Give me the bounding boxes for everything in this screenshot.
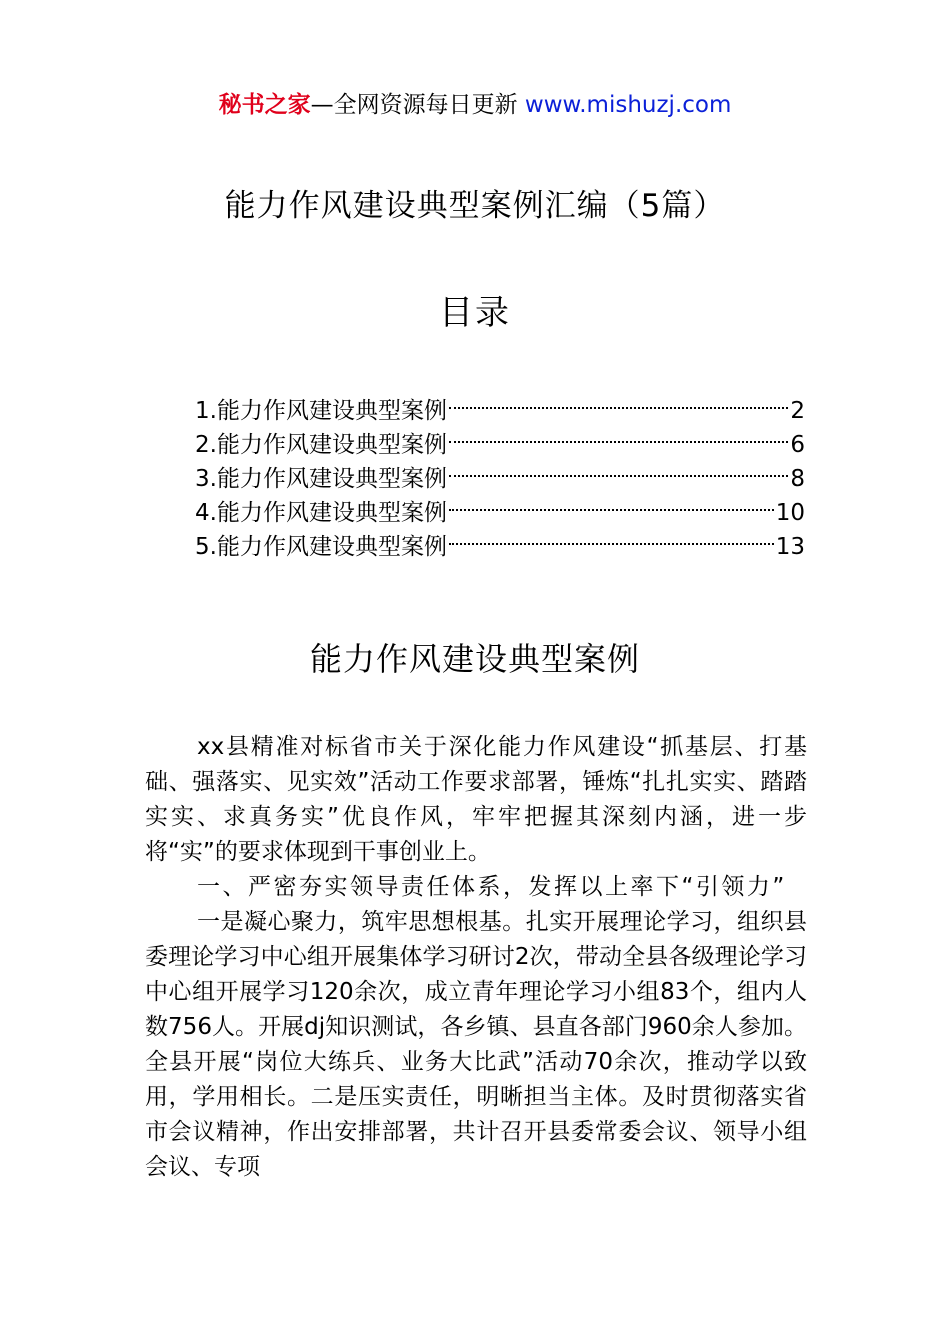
section-title: 能力作风建设典型案例 <box>309 640 640 678</box>
toc-leader-dots <box>447 520 776 554</box>
toc-leader-dots <box>447 486 776 520</box>
toc-entry-page: 8 <box>790 466 805 492</box>
toc-entry-page: 13 <box>775 534 805 560</box>
document-title: 能力作风建设典型案例汇编（5篇） <box>224 188 726 224</box>
toc-heading: 目录 <box>439 293 511 333</box>
toc-entry-page: 10 <box>775 500 805 526</box>
toc-entry-label: 2.能力作风建设典型案例 <box>195 432 447 458</box>
body-text <box>145 730 807 1185</box>
toc-leader-dots <box>447 452 790 486</box>
banner-url-link[interactable]: www.mishuzj.com <box>524 92 732 118</box>
toc-entry-label: 1.能力作风建设典型案例 <box>195 398 447 424</box>
intro-paragraph: xx县精准对标省市关于深化能力作风建设“抓基层、打基础、强落实、见实效”活动工作要求部署，锤炼“扎扎实实、踏踏实实、求真务实”优良作风，牢牢把握其深刻内涵，进一步将“实”的要求体现到干事创业上。 <box>145 734 807 865</box>
table-of-contents <box>195 384 805 560</box>
toc-entry-page: 2 <box>790 398 805 424</box>
toc-entry-label: 5.能力作风建设典型案例 <box>195 534 447 560</box>
banner-brand: 秘书之家 <box>218 92 311 118</box>
subheading-paragraph: 一、严密夯实领导责任体系，发挥以上率下“引领力” <box>197 874 787 900</box>
toc-entry-page: 6 <box>790 432 805 458</box>
toc-entry-label: 4.能力作风建设典型案例 <box>195 500 447 526</box>
toc-leader-dots <box>447 384 790 418</box>
toc-entry-label: 3.能力作风建设典型案例 <box>195 466 447 492</box>
body-paragraph: 一是凝心聚力，筑牢思想根基。扎实开展理论学习，组织县委理论学习中心组开展集体学习研讨2次，带动全县各级理论学习中心组开展学习120余次，成立青年理论学习小组83个，组内人数756人。开展dj知识测试，各乡镇、县直各部门960余人参加。全县开展“岗位大练兵、业务大比武”活动70余次，推动学以致用，学用相长。二是压实责任，明晰担当主体。及时贯彻落实省市会议精神，作出安排部署，共计召开县委常委会议、领导小组会议、专项 <box>145 909 807 1180</box>
site-banner <box>0 89 950 121</box>
toc-entry[interactable] <box>195 384 805 424</box>
toc-leader-dots <box>447 418 790 452</box>
banner-tagline: —全网资源每日更新 <box>310 92 525 118</box>
